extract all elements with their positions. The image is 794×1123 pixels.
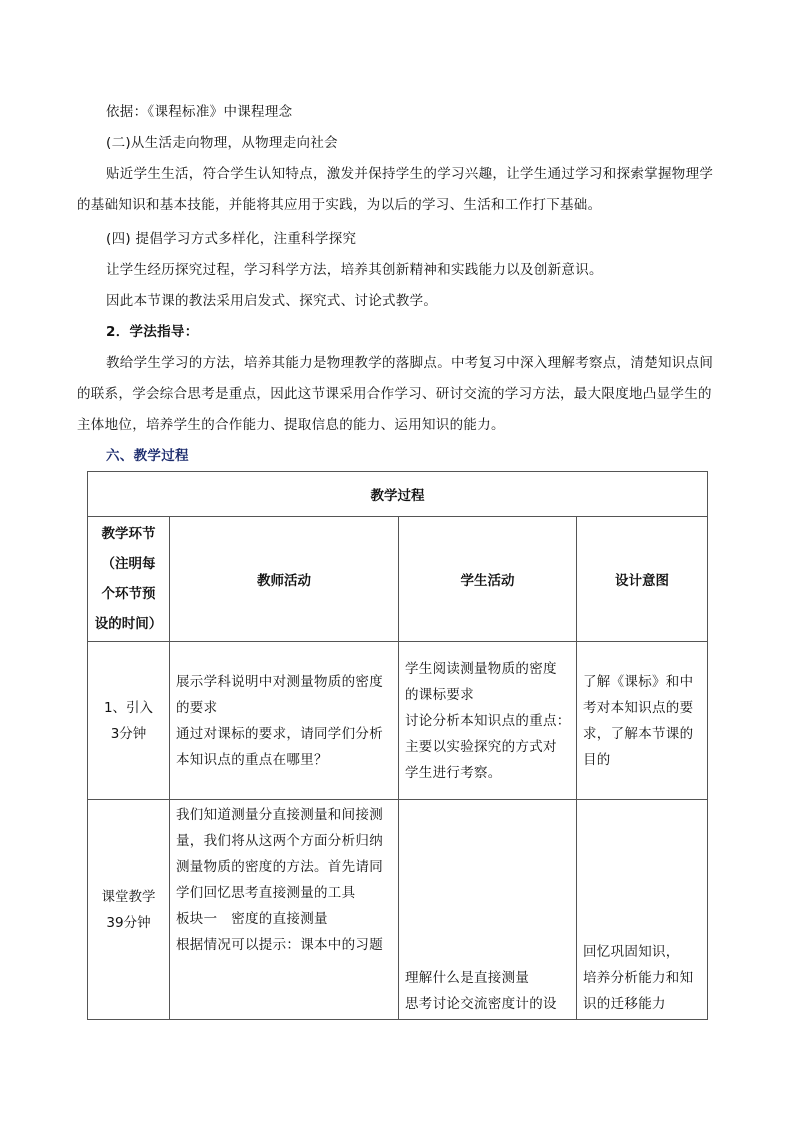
section-heading-teaching-process: 六、教学过程: [106, 448, 189, 464]
teacher-activity-cell: [170, 642, 399, 800]
header-teacher-activity: 教师活动: [170, 517, 399, 642]
student-line: 理解什么是直接测量: [405, 970, 530, 986]
paragraph-basis: 依据：《课程标准》中课程理念: [106, 104, 293, 120]
header-student-activity: 学生活动: [399, 517, 577, 642]
student-line: 学生阅读测量物质的密度: [405, 660, 557, 677]
header-stage-line: 个环节预: [101, 586, 156, 602]
teacher-line: 通过对课标的要求，请同学们分析: [176, 725, 383, 742]
table-title: 教学过程: [88, 472, 708, 517]
teaching-process-table: [87, 471, 708, 1020]
intent-line: 回忆巩固知识，: [583, 944, 680, 960]
intent-line: 识的迁移能力: [583, 996, 666, 1012]
paragraph-study-guidance-line3: 主体地位，培养学生的合作能力、提取信息的能力、运用知识的能力。: [77, 417, 505, 433]
student-line: 的课标要求: [405, 686, 474, 703]
header-design-intent: 设计意图: [577, 517, 708, 642]
intent-line: 目的: [583, 751, 611, 768]
intent-line: 求，了解本节课的: [583, 725, 694, 742]
teacher-line: 的要求: [176, 699, 218, 716]
design-intent-cell: [577, 642, 708, 800]
paragraph-study-guidance-line1: 教给学生学习的方法，培养其能力是物理教学的落脚点。中考复习中深入理解考察点，清楚知识点间: [106, 355, 714, 371]
header-stage: [88, 517, 170, 642]
student-line: 思考讨论交流密度计的设: [405, 996, 557, 1012]
paragraph-life-to-physics: (二)从生活走向物理，从物理走向社会: [106, 135, 338, 151]
teacher-line: 展示学科说明中对测量物质的密度: [176, 673, 383, 690]
paragraph-close-to-life-line2: 的基础知识和基本技能，并能将其应用于实践，为以后的学习、生活和工作打下基础。: [77, 197, 602, 213]
teacher-line: 量，我们将从这两个方面分析归纳: [176, 833, 383, 849]
table-header-row: [88, 517, 708, 642]
stage-line: 39分钟: [106, 914, 151, 931]
paragraph-inquiry-process: 让学生经历探究过程，学习科学方法，培养其创新精神和实践能力以及创新意识。: [106, 262, 603, 278]
stage-line: 1、引入: [103, 699, 154, 716]
paragraph-close-to-life-line1: 贴近学生生活，符合学生认知特点，激发并保持学生的学习兴趣，让学生通过学习和探索掌握物理学: [106, 166, 714, 182]
teacher-line: 本知识点的重点在哪里？: [176, 751, 328, 768]
stage-line: 3分钟: [110, 725, 147, 742]
heading-study-guidance: 2．学法指导：: [106, 324, 199, 340]
intent-line: 了解《课标》和中: [583, 673, 694, 690]
student-line: 讨论分析本知识点的重点：: [405, 712, 571, 729]
paragraph-study-guidance-line2: 的联系，学会综合思考是重点，因此这节课采用合作学习、研讨交流的学习方法，最大限度地凸显学生的: [77, 386, 712, 402]
teacher-line: 我们知道测量分直接测量和间接测: [176, 807, 383, 823]
intent-line: 培养分析能力和知: [583, 970, 694, 986]
header-stage-line: 设的时间）: [94, 616, 163, 632]
student-activity-cell: [399, 800, 577, 1020]
teacher-line: 根据情况可以提示：课本中的习题: [176, 937, 383, 953]
stage-cell: [88, 642, 170, 800]
teacher-line: 学们回忆思考直接测量的工具: [176, 885, 356, 901]
student-activity-cell: [399, 642, 577, 800]
teacher-line: 测量物质的密度的方法。首先请同: [176, 859, 383, 875]
paragraph-learning-modes: (四) 提倡学习方式多样化，注重科学探究: [106, 231, 357, 247]
stage-cell: [88, 800, 170, 1020]
design-intent-cell: [577, 800, 708, 1020]
stage-line: 课堂教学: [101, 888, 156, 905]
student-line: 主要以实验探究的方式对: [405, 738, 557, 755]
teacher-activity-cell: [170, 800, 399, 1020]
header-stage-line: 教学环节: [101, 526, 156, 542]
table-row: [88, 642, 708, 800]
paragraph-teaching-method: 因此本节课的教法采用启发式、探究式、讨论式教学。: [106, 293, 438, 309]
teacher-line: 板块一 密度的直接测量: [176, 911, 328, 927]
student-line: 学生进行考察。: [405, 764, 502, 781]
intent-line: 考对本知识点的要: [583, 699, 694, 716]
header-stage-line: （注明每: [101, 556, 156, 572]
table-row: [88, 800, 708, 1020]
